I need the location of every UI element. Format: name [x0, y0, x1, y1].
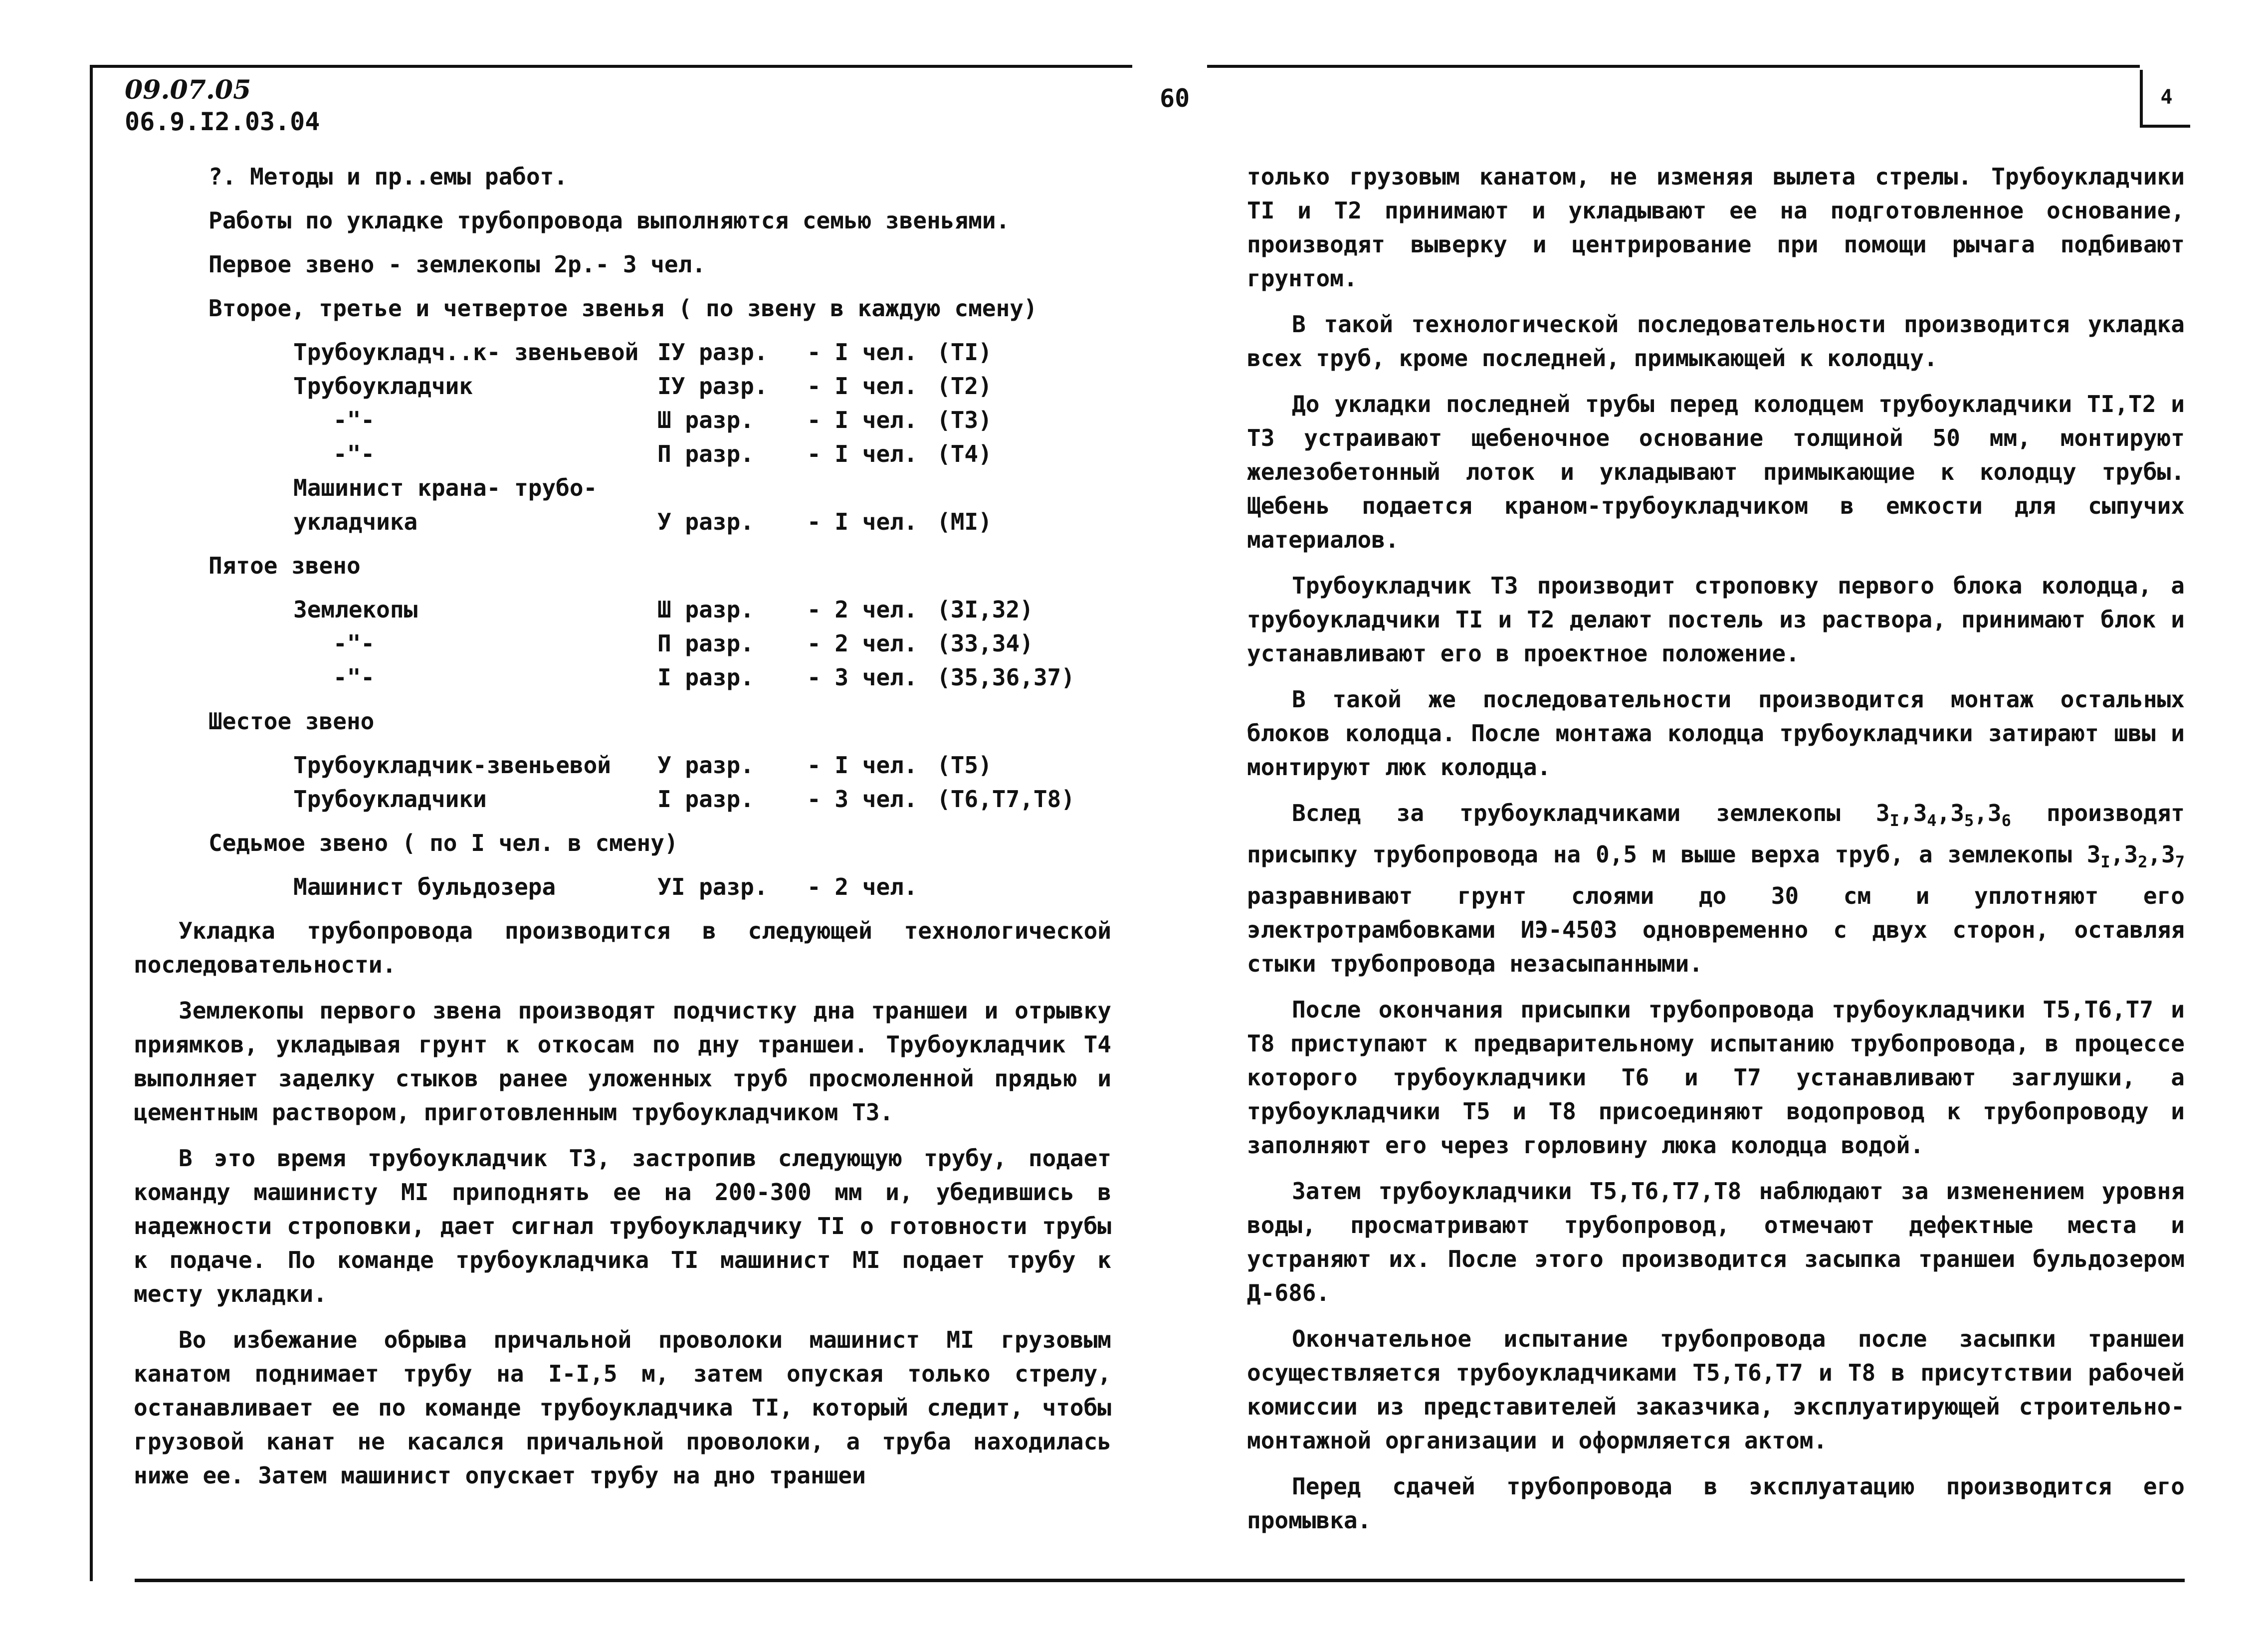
crew-grade: Ш разр.	[657, 407, 754, 433]
bottom-border	[135, 1579, 2185, 1582]
crew-row	[293, 505, 1111, 539]
crew-code: (T2)	[937, 373, 992, 400]
left-column	[134, 160, 1111, 1504]
crew-code: (T6,T7,T8)	[937, 786, 1075, 813]
link6-line: Шестое звено	[208, 708, 375, 735]
subscript: 2	[2138, 852, 2148, 871]
subscript: 6	[2001, 811, 2011, 830]
link7-line: Седьмое звено ( по I чел. в смену)	[208, 829, 678, 856]
crew-count: - I чел.	[807, 407, 918, 433]
text-run: ,3	[1974, 800, 2002, 826]
crew-count: - 3 чел.	[807, 786, 918, 813]
crew-grade: П разр.	[657, 440, 754, 467]
crew-row	[293, 660, 1111, 694]
crew-count: - 2 чел.	[807, 630, 918, 657]
right-column	[1247, 160, 2185, 1549]
crew-count: - 2 чел.	[807, 873, 918, 900]
crew-table-5	[134, 593, 1111, 694]
crew-grade: У разр.	[657, 508, 754, 535]
crew-role: Машинист крана- трубо-	[293, 474, 598, 501]
crew-row	[293, 626, 1111, 660]
crew-code: (33,34)	[937, 630, 1033, 657]
crew-role: -"-	[333, 440, 375, 467]
crew-row	[293, 403, 1111, 437]
crew-role: -"-	[333, 630, 375, 657]
crew-role: Трубоукладчик-звеньевой	[293, 752, 611, 779]
paragraph: Укладка трубопровода производится в следующей технологической последовательности.	[134, 917, 1111, 978]
crew-row	[293, 369, 1111, 403]
paragraph: только грузовым канатом, не изменяя вылета стрелы. Трубоукладчики TI и T2 принимают и укладывают ее на подготовленное основание, производят выверку и центрирование при помощи рычага подбивают грунтом.	[1247, 163, 2185, 292]
paragraph: В такой же последовательности производится монтаж остальных блоков колодца. После монтажа колодца трубоукладчики затирают швы и монтируют люк колодца.	[1247, 686, 2185, 781]
document-code: 06.9.I2.03.04	[125, 107, 320, 136]
crew-table-2-4	[134, 335, 1111, 539]
crew-table-7	[134, 870, 1111, 904]
paragraph: Во избежание обрыва причальной проволоки машинист MI грузовым канатом поднимает трубу на I-I,5 м, затем опуская только стрелу, останавливает ее по команде трубоукладчика TI, который следит, чтобы грузовой канат не касался причальной проволоки, а труба находилась ниже ее. Затем машинист опускает трубу на дно траншеи	[134, 1326, 1111, 1489]
paragraph: До укладки последней трубы перед колодцем трубоукладчики TI,T2 и T3 устраивают щебеночное основание толщиной 50 мм, монтируют железобетонный лоток и укладывают примыкающие к колодцу трубы. Щебень подается краном-трубоукладчиком в емкости для сыпучих материалов.	[1247, 391, 2185, 553]
crew-table-6	[134, 748, 1111, 816]
crew-count: - I чел.	[807, 339, 918, 366]
crew-grade: I разр.	[657, 664, 754, 691]
intro-line: Работы по укладке трубопровода выполняются семью звеньями.	[208, 207, 1010, 234]
page-number: 60	[1160, 84, 1190, 113]
crew-code: (3I,32)	[937, 596, 1033, 623]
subscript: I	[1889, 811, 1899, 830]
subscript: 7	[2175, 852, 2185, 871]
crew-grade: Ш разр.	[657, 596, 754, 623]
crew-grade	[657, 471, 807, 505]
link2-4-line: Второе, третье и четвертое звенья ( по звену в каждую смену)	[208, 295, 1037, 322]
sheet-number: 4	[2160, 86, 2173, 109]
crew-role: Трубоукладчик	[293, 373, 473, 400]
paragraph: Окончательное испытание трубопровода после засыпки траншеи осуществляется трубоукладчиками T5,T6,T7 и T8 в присутствии рабочей комиссии из представителей заказчика, эксплуатирующей строительно-монтажной организации и оформляется актом.	[1247, 1325, 2185, 1454]
paragraph: В такой технологической последовательности производится укладка всех труб, кроме последней, примыкающей к колодцу.	[1247, 311, 2185, 372]
left-border	[90, 65, 93, 1581]
crew-grade: IУ разр.	[657, 339, 768, 366]
link5-line: Пятое звено	[208, 552, 361, 579]
text-run: Вслед за трубоукладчиками землекопы 3	[1292, 800, 1890, 826]
crew-row	[293, 471, 1111, 505]
crew-count: - I чел.	[807, 508, 918, 535]
subscript: 5	[1964, 811, 1974, 830]
top-border-left	[90, 65, 1132, 68]
text-run: разравнивают грунт слоями до 30 см и уплотняют его электротрамбовками ИЭ-4503 одновременно с двух сторон, оставляя стыки трубопровода незасыпанными.	[1247, 882, 2185, 977]
crew-role: Трубоукладчики	[293, 786, 487, 813]
subscript: I	[2100, 852, 2110, 871]
crew-grade: УI разр.	[657, 873, 768, 900]
crew-grade: IУ разр.	[657, 373, 768, 400]
crew-code: (T4)	[937, 440, 992, 467]
crew-code: (TI)	[937, 339, 992, 366]
crew-count: - 3 чел.	[807, 664, 918, 691]
crew-role: -"-	[333, 664, 375, 691]
crew-row	[293, 748, 1111, 782]
crew-grade: П разр.	[657, 630, 754, 657]
sheet-number-box	[2140, 70, 2190, 128]
crew-role: Трубоукладч..к- звеньевой	[293, 339, 639, 366]
handwritten-code: 09.07.05	[125, 75, 251, 105]
crew-grade: I разр.	[657, 786, 754, 813]
crew-count: - 2 чел.	[807, 596, 918, 623]
section-title: ?. Методы и пр..емы работ.	[208, 163, 568, 190]
crew-grade: У разр.	[657, 752, 754, 779]
crew-count: - I чел.	[807, 752, 918, 779]
text-run: ,3	[2147, 841, 2175, 868]
paragraph: В это время трубоукладчик T3, застропив следующую трубу, подает команду машинисту MI приподнять ее на 200-300 мм и, убедившись в надежности строповки, дает сигнал трубоукладчику TI о готовности трубы к подаче. По команде трубоукладчика TI машинист MI подает трубу к месту укладки.	[134, 1145, 1111, 1307]
crew-row	[293, 335, 1111, 369]
paragraph: Землекопы первого звена производят подчистку дна траншеи и отрывку приямков, укладывая грунт к откосам по дну траншеи. Трубоукладчик T4 выполняет заделку стыков ранее уложенных труб просмоленной прядью и цементным раствором, приготовленным трубоукладчиком T3.	[134, 997, 1111, 1126]
text-run: ,3	[2110, 841, 2138, 868]
crew-code: (T3)	[937, 407, 992, 433]
crew-count: - I чел.	[807, 440, 918, 467]
text-run: ,3	[1936, 800, 1964, 826]
crew-code: (MI)	[937, 508, 992, 535]
crew-role: Землекопы	[293, 596, 418, 623]
crew-count	[807, 471, 937, 505]
crew-row	[293, 437, 1111, 471]
crew-role: укладчика	[293, 508, 418, 535]
link1-line: Первое звено - землекопы 2р.- 3 чел.	[208, 251, 706, 278]
paragraph: Перед сдачей трубопровода в эксплуатацию производится его промывка.	[1247, 1473, 2185, 1534]
paragraph: Трубоукладчик T3 производит строповку первого блока колодца, а трубоукладчики TI и T2 делают постель из раствора, принимают блок и устанавливают его в проектное положение.	[1247, 572, 2185, 667]
crew-row	[293, 782, 1111, 816]
crew-row	[293, 870, 1111, 904]
paragraph-with-subscripts	[1247, 796, 2185, 981]
crew-role: Машинист бульдозера	[293, 873, 556, 900]
top-border-right	[1207, 65, 2140, 68]
paragraph: Затем трубоукладчики T5,T6,T7,T8 наблюдают за изменением уровня воды, просматривают трубопровод, отмечают дефектные места и устраняют их. После этого производится засыпка траншеи бульдозером Д-686.	[1247, 1178, 2185, 1306]
text-run: производят присыпку трубопровода на 0,5 м выше верха труб, а землекопы 3	[1247, 800, 2185, 868]
crew-code: (T5)	[937, 752, 992, 779]
text-run: ,3	[1899, 800, 1927, 826]
crew-role: -"-	[333, 407, 375, 433]
crew-code: (35,36,37)	[937, 664, 1075, 691]
subscript: 4	[1927, 811, 1937, 830]
paragraph: После окончания присыпки трубопровода трубоукладчики T5,T6,T7 и T8 приступают к предварительному испытанию трубопровода, в процессе которого трубоукладчики T6 и T7 устанавливают заглушки, а трубоукладчики T5 и T8 присоединяют водопровод к трубопроводу и заполняют его через горловину люка колодца водой.	[1247, 996, 2185, 1159]
crew-count: - I чел.	[807, 373, 918, 400]
crew-row	[293, 593, 1111, 626]
